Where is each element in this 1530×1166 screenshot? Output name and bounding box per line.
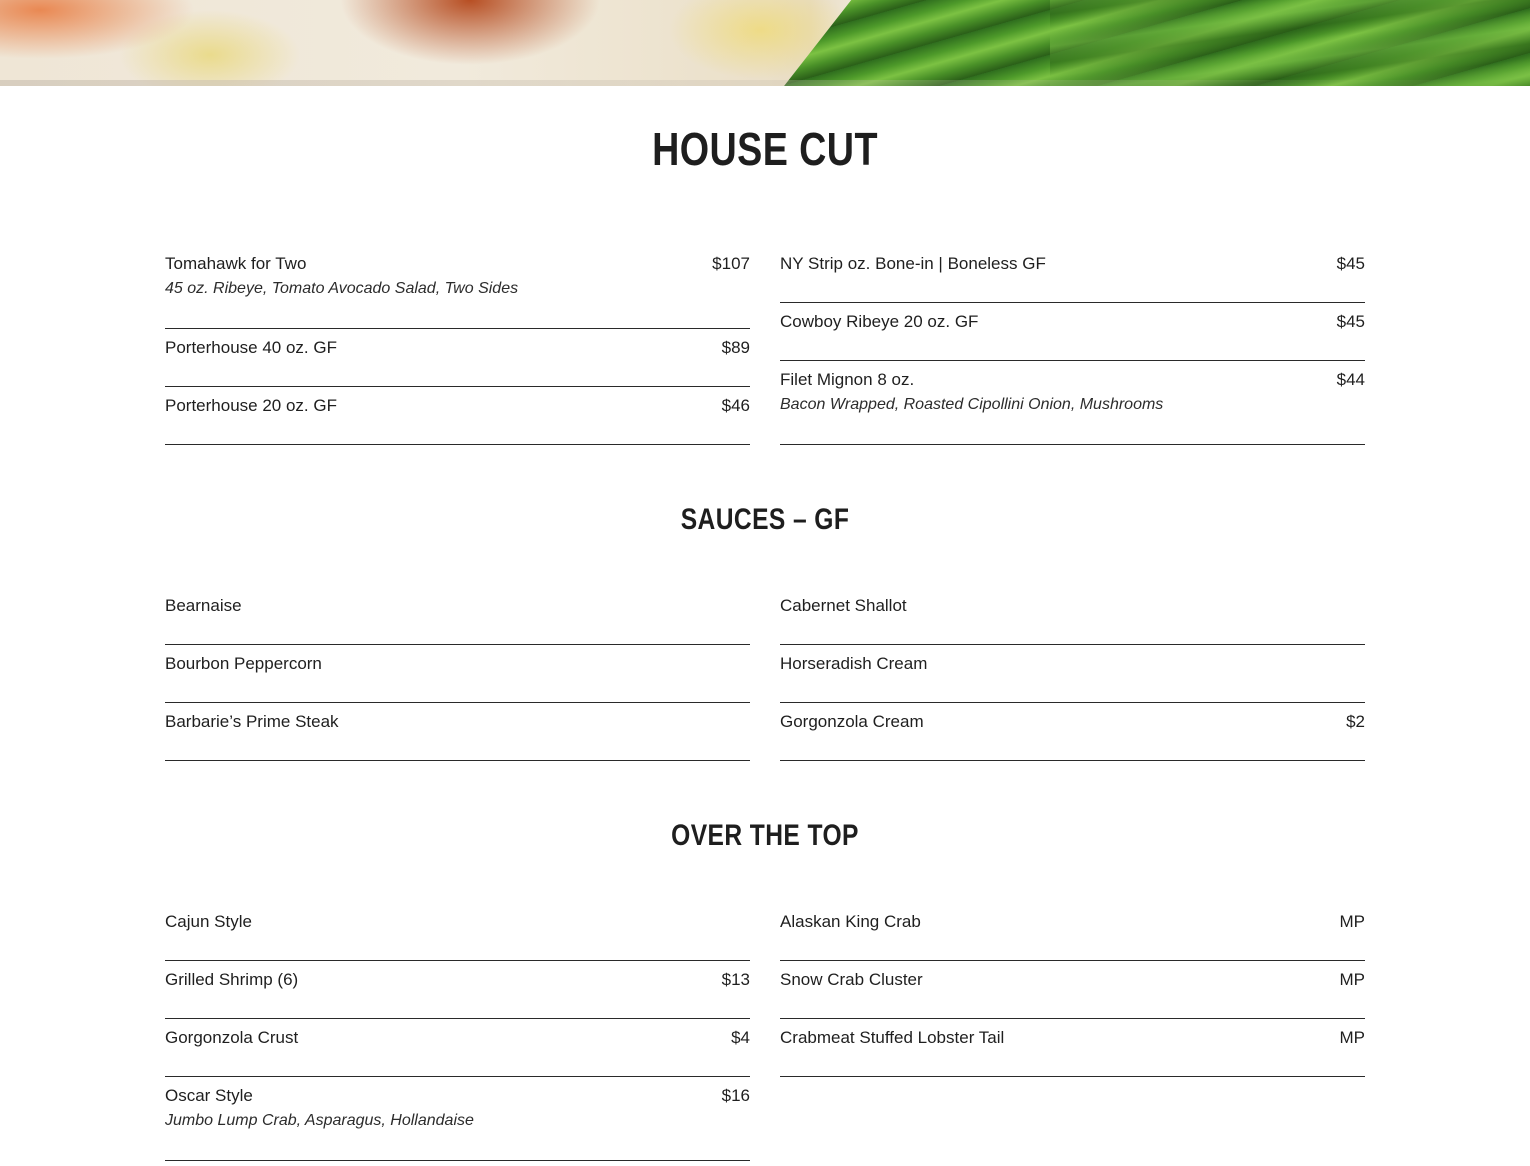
item-name: Gorgonzola Cream	[780, 712, 924, 731]
item-name: Tomahawk for Two	[165, 254, 307, 273]
hero-food-image	[0, 0, 1530, 86]
menu-item	[780, 903, 1365, 961]
menu-item	[165, 387, 750, 445]
menu-item	[165, 329, 750, 387]
item-price: $46	[721, 396, 750, 415]
menu-item	[165, 645, 750, 703]
menu-item	[165, 961, 750, 1019]
green-beans-highlight	[1050, 0, 1530, 86]
item-name: Filet Mignon 8 oz.	[780, 370, 915, 389]
menu-item	[165, 903, 750, 961]
item-price: $13	[721, 970, 750, 989]
item-name: Cowboy Ribeye 20 oz. GF	[780, 312, 979, 331]
menu-item	[780, 703, 1365, 761]
item-name: Bearnaise	[165, 596, 242, 615]
menu-grid	[165, 587, 1365, 761]
item-name: Alaskan King Crab	[780, 912, 921, 931]
item-price: $45	[1336, 312, 1365, 331]
item-price: $89	[721, 338, 750, 357]
menu-grid	[165, 903, 1365, 1161]
item-price: $44	[1336, 370, 1365, 389]
menu-item	[780, 1019, 1365, 1077]
menu-item	[165, 1019, 750, 1077]
menu-item	[780, 361, 1365, 445]
menu-item	[165, 703, 750, 761]
menu	[165, 86, 1365, 1161]
item-name: Gorgonzola Crust	[165, 1028, 299, 1047]
item-name: Cabernet Shallot	[780, 596, 907, 615]
item-name: Snow Crab Cluster	[780, 970, 923, 989]
item-name: Crabmeat Stuffed Lobster Tail	[780, 1028, 1005, 1047]
item-price: $2	[1346, 712, 1365, 731]
menu-column-right	[780, 587, 1365, 761]
section-title: OVER THE TOP	[671, 819, 859, 852]
item-description: Bacon Wrapped, Roasted Cipollini Onion, Mushrooms	[780, 396, 1164, 413]
item-price: $107	[712, 254, 750, 273]
menu-column-right	[780, 245, 1365, 445]
item-price: $16	[721, 1086, 750, 1105]
menu-item	[780, 587, 1365, 645]
item-price: MP	[1339, 912, 1365, 931]
item-name: Cajun Style	[165, 912, 252, 931]
menu-column-left	[165, 245, 750, 445]
menu-column-left	[165, 903, 750, 1161]
item-price: $45	[1336, 254, 1365, 273]
section-title: SAUCES – GF	[680, 503, 850, 536]
item-description: 45 oz. Ribeye, Tomato Avocado Salad, Two Sides	[165, 280, 519, 297]
menu-item	[780, 245, 1365, 303]
item-name: Horseradish Cream	[780, 654, 928, 673]
section-sauces	[165, 505, 1365, 761]
section-house-cut	[165, 86, 1365, 445]
menu-grid	[165, 245, 1365, 445]
item-name: Grilled Shrimp (6)	[165, 970, 299, 989]
menu-item	[165, 587, 750, 645]
section-over-the-top	[165, 821, 1365, 1161]
item-name: Porterhouse 40 oz. GF	[165, 338, 337, 357]
item-description: Jumbo Lump Crab, Asparagus, Hollandaise	[165, 1112, 474, 1129]
item-name: Oscar Style	[165, 1086, 253, 1105]
menu-column-left	[165, 587, 750, 761]
item-price: MP	[1339, 970, 1365, 989]
section-title: HOUSE CUT	[652, 123, 878, 175]
menu-item	[165, 1077, 750, 1161]
menu-column-right	[780, 903, 1365, 1161]
item-price: MP	[1339, 1028, 1365, 1047]
item-name: Bourbon Peppercorn	[165, 654, 322, 673]
item-price: $4	[731, 1028, 750, 1047]
item-name: Barbarie’s Prime Steak	[165, 712, 339, 731]
menu-item	[165, 245, 750, 329]
item-name: NY Strip oz. Bone-in | Boneless GF	[780, 254, 1046, 273]
menu-item	[780, 303, 1365, 361]
item-name: Porterhouse 20 oz. GF	[165, 396, 337, 415]
menu-item	[780, 961, 1365, 1019]
menu-item	[780, 645, 1365, 703]
